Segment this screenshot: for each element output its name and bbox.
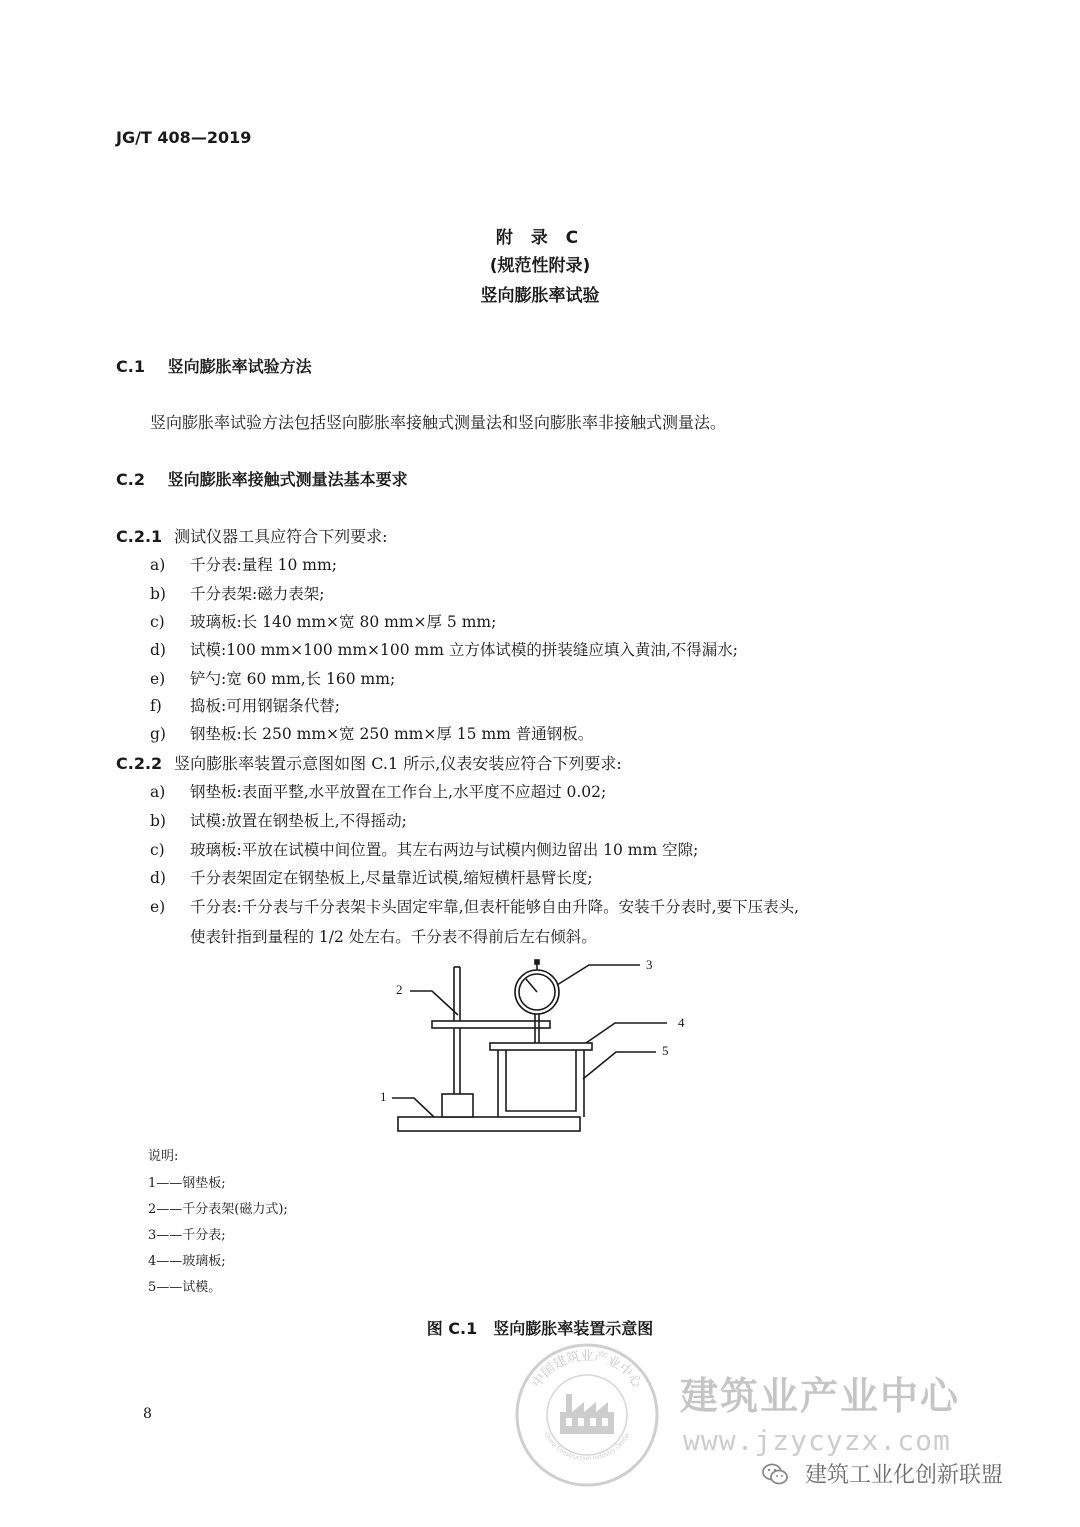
legend-item: 4——玻璃板; [148, 1254, 226, 1269]
list-item [150, 809, 407, 831]
list-item [150, 722, 593, 744]
callout-3: 3 [646, 957, 653, 972]
item-text: 千分表:量程 10 mm; [190, 556, 337, 574]
item-text: 捣板:可用钢锯条代替; [190, 697, 340, 715]
item-text: 玻璃板:长 140 mm×宽 80 mm×厚 5 mm; [190, 613, 497, 631]
item-label: e) [150, 670, 166, 688]
test-mold-outer [498, 1050, 584, 1117]
item-text: 千分表架:磁力表架; [190, 585, 325, 603]
item-text: 钢垫板:长 250 mm×宽 250 mm×厚 15 mm 普通钢板。 [190, 725, 594, 743]
leader-line-4 [586, 1023, 667, 1043]
figure-number: 图 C.1 [426, 1319, 478, 1338]
wechat-icon [762, 1463, 795, 1488]
item-text: 千分表:千分表与千分表架卡头固定牢靠,但表杆能够自由升降。安装千分表时,要下压表头, [190, 898, 800, 916]
section-title: 竖向膨胀率接触式测量法基本要求 [167, 470, 408, 489]
list-item [150, 780, 606, 802]
callout-1: 1 [380, 1089, 387, 1104]
item-label: c) [150, 613, 165, 631]
figure-diagram [370, 955, 700, 1145]
clause-text: 测试仪器工具应符合下列要求: [174, 527, 388, 546]
leader-line-3 [557, 965, 640, 985]
list-item [150, 895, 799, 917]
list-item [150, 838, 698, 860]
section-number: C.2 [116, 470, 145, 489]
legend-item: 1——钢垫板; [148, 1176, 226, 1191]
appendix-type: (规范性附录) [489, 256, 591, 276]
stand-arm [432, 1021, 550, 1028]
test-mold-inner [506, 1050, 576, 1111]
gauge-stem-knob [535, 960, 539, 964]
clause-c21 [116, 524, 388, 547]
item-label: c) [150, 841, 165, 859]
item-label: d) [150, 641, 166, 659]
item-text: 铲勺:宽 60 mm,长 160 mm; [190, 670, 396, 688]
section-c1-text: 竖向膨胀率试验方法包括竖向膨胀率接触式测量法和竖向膨胀率非接触式测量法。 [150, 413, 727, 432]
list-item [150, 638, 738, 660]
seal-text-en: China Construction Industry Center [542, 1431, 632, 1463]
watermark-name: 建筑业产业中心 [680, 1374, 961, 1418]
legend-item: 3——千分表; [148, 1228, 226, 1243]
steel-plate [398, 1117, 580, 1131]
svg-text:中国建筑业产业中心 [529, 1348, 645, 1391]
page-number: 8 [143, 1406, 152, 1422]
item-label: a) [150, 556, 166, 574]
clause-c22 [116, 751, 622, 774]
item-label: d) [150, 869, 166, 887]
item-text: 试模:100 mm×100 mm×100 mm 立方体试模的拼装缝应填入黄油,不得漏水; [190, 641, 738, 659]
section-number: C.1 [116, 357, 145, 376]
wechat-account-name: 建筑工业化创新联盟 [805, 1463, 1004, 1488]
list-item [150, 553, 337, 575]
leader-line-1 [392, 1098, 434, 1117]
list-item [150, 610, 496, 632]
wechat-account [762, 1458, 1003, 1489]
item-label: e) [150, 898, 166, 916]
magnetic-base [442, 1094, 473, 1117]
clause-number: C.2.1 [116, 527, 163, 546]
callout-4: 4 [678, 1015, 685, 1030]
list-item [150, 667, 395, 689]
glass-plate [490, 1043, 592, 1050]
callout-2: 2 [396, 982, 403, 997]
appendix-label: 附 录 C [495, 228, 585, 248]
legend-item: 5——试模。 [148, 1280, 222, 1295]
watermark-url: www.jzycyzx.com [683, 1424, 951, 1457]
legend-item: 2——千分表架(磁力式); [148, 1202, 288, 1217]
item-label: b) [150, 585, 166, 603]
list-item [150, 866, 593, 888]
watermark-seal [512, 1340, 662, 1490]
callout-5: 5 [662, 1043, 669, 1058]
item-label: b) [150, 812, 166, 830]
clause-number: C.2.2 [116, 754, 163, 773]
factory-icon [560, 1394, 614, 1434]
section-c2-heading [116, 467, 408, 490]
item-text: 钢垫板:表面平整,水平放置在工作台上,水平度不应超过 0.02; [190, 783, 607, 801]
leader-line-5 [583, 1052, 656, 1079]
item-text: 试模:放置在钢垫板上,不得摇动; [190, 812, 407, 830]
clause-text: 竖向膨胀率装置示意图如图 C.1 所示,仪表安装应符合下列要求: [174, 754, 622, 773]
seal-text: 中国建筑业产业中心 [529, 1349, 645, 1391]
item-label: f) [150, 697, 162, 715]
item-label: g) [150, 725, 166, 743]
figure-title: 竖向膨胀率装置示意图 [493, 1319, 654, 1338]
legend-title: 说明: [148, 1149, 179, 1164]
list-item [150, 694, 340, 716]
item-text: 玻璃板:平放在试模中间位置。其左右两边与试模内侧边留出 10 mm 空隙; [190, 841, 699, 859]
appendix-title: 竖向膨胀率试验 [480, 286, 600, 306]
item-label: a) [150, 783, 166, 801]
item-text: 千分表架固定在钢垫板上,尽量靠近试模,缩短横杆悬臂长度; [190, 869, 593, 887]
section-title: 竖向膨胀率试验方法 [167, 357, 312, 376]
list-item [150, 582, 324, 604]
leader-line-2 [410, 991, 458, 1015]
figure-caption [0, 1316, 1080, 1339]
svg-text:China Construction Industry Ce [542, 1431, 632, 1462]
section-c1-heading [116, 354, 312, 377]
standard-code: JG/T 408—2019 [116, 128, 252, 147]
list-item-continuation: 使表针指到量程的 1/2 处左右。千分表不得前后左右倾斜。 [190, 928, 597, 946]
